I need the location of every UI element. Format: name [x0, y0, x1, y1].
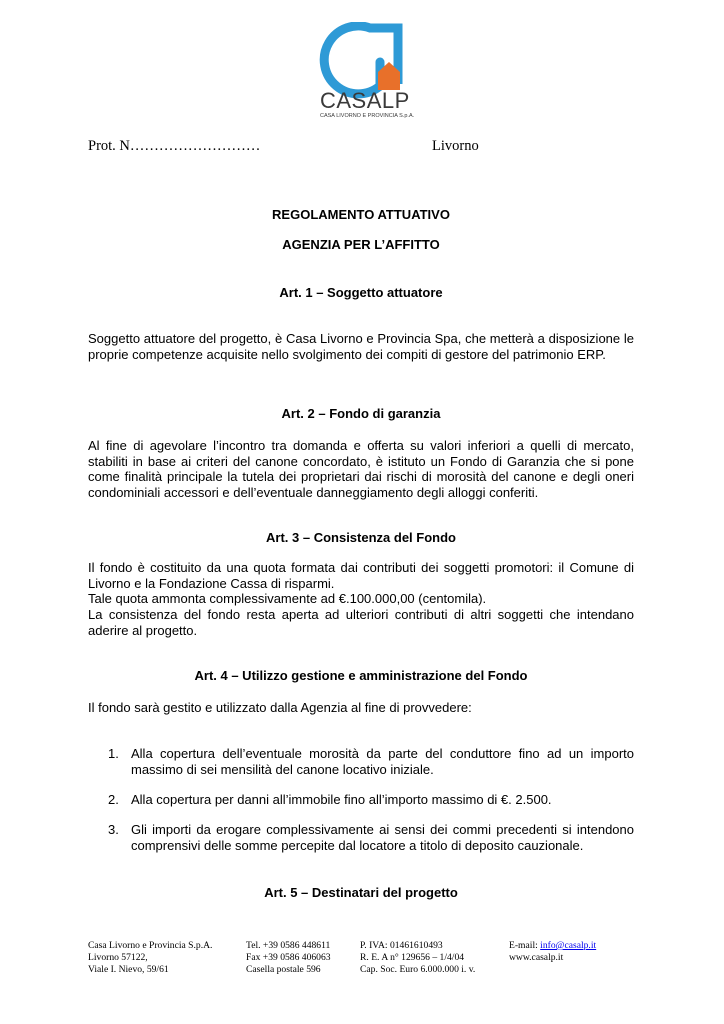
list-number: 2.: [108, 792, 119, 807]
art4-intro: Il fondo sarà gestito e utilizzato dalla Agenzia al fine di provvedere:: [88, 700, 472, 715]
email-label: E-mail:: [509, 940, 541, 951]
list-number: 3.: [108, 822, 119, 837]
footer-legal: [360, 940, 475, 976]
list-text: Alla copertura dell’eventuale morosità da parte del conduttore fino ad un importo massimo di sei mensilità del canone locativo iniziale.: [131, 746, 634, 777]
footer-email-line: [509, 940, 596, 952]
list-text: Gli importi da erogare complessivamente ai sensi dei commi precedenti si intendono comprensivi delle somme percepite dal locatore a titolo di deposito cauzionale.: [131, 822, 634, 853]
footer-line: Cap. Soc. Euro 6.000.000 i. v.: [360, 964, 476, 975]
art3-body: [88, 560, 634, 639]
art3-paragraph: La consistenza del fondo resta aperta ad ulteriori contributi di altri soggetti che intendano aderire al progetto.: [88, 607, 634, 638]
document-subtitle: AGENZIA PER L’AFFITTO: [282, 237, 440, 252]
footer-line: Livorno 57122,: [88, 952, 148, 963]
footer-line: Tel. +39 0586 448611: [246, 940, 331, 951]
footer-line: Casella postale 596: [246, 964, 321, 975]
website-link[interactable]: www.casalp.it: [509, 952, 564, 963]
art2-body: Al fine di agevolare l’incontro tra domanda e offerta su valori inferiori a quelli di mercato, stabiliti in base ai criteri del canone concordato, è istituto un Fondo di Garanzia che si pone come finalità principale la tutela dei proprietari dai rischi di morosità del canone e degli oneri condominiali accessori e dell’eventuale danneggiamento degli alloggi conferiti.: [88, 438, 634, 501]
art1-body: Soggetto attuatore del progetto, è Casa Livorno e Provincia Spa, che metterà a disposizione le proprie competenze acquisite nello svolgimento dei compiti di gestore del patrimonio ERP.: [88, 331, 634, 362]
email-link[interactable]: info@casalp.it: [540, 940, 597, 951]
logo-subtitle: CASA LIVORNO E PROVINCIA S.p.A.: [320, 113, 415, 119]
art1-heading: Art. 1 – Soggetto attuatore: [279, 285, 443, 300]
footer-line: Casa Livorno e Provincia S.p.A.: [88, 940, 213, 951]
list-item: [108, 792, 634, 808]
footer-company: [88, 940, 212, 976]
list-item: [108, 822, 634, 853]
footer-line: P. IVA: 01461610493: [360, 940, 443, 951]
footer-contacts: [246, 940, 331, 976]
list-item: [108, 746, 634, 777]
city: Livorno: [432, 138, 479, 154]
art2-heading: Art. 2 – Fondo di garanzia: [281, 406, 441, 421]
footer-web: [509, 940, 596, 964]
art3-heading: Art. 3 – Consistenza del Fondo: [266, 530, 456, 545]
art3-paragraph: Tale quota ammonta complessivamente ad €.100.000,00 (centomila).: [88, 591, 487, 607]
logo-wordmark: CASALP: [320, 88, 410, 113]
list-number: 1.: [108, 746, 119, 761]
list-text: Alla copertura per danni all’immobile fino all’importo massimo di €. 2.500.: [131, 792, 552, 807]
document-title: REGOLAMENTO ATTUATIVO: [272, 207, 450, 222]
art5-heading: Art. 5 – Destinatari del progetto: [264, 885, 458, 900]
protocol-number: Prot. N………………………: [88, 138, 261, 154]
footer-line: Viale I. Nievo, 59/61: [88, 964, 169, 975]
art3-paragraph: Il fondo è costituito da una quota formata dai contributi dei soggetti promotori: il Comune di Livorno e la Fondazione Cassa di risparmi.: [88, 560, 634, 591]
footer-line: R. E. A n° 129656 – 1/4/04: [360, 952, 465, 963]
footer-line: Fax +39 0586 406063: [246, 952, 331, 963]
art4-heading: Art. 4 – Utilizzo gestione e amministrazione del Fondo: [194, 668, 528, 683]
